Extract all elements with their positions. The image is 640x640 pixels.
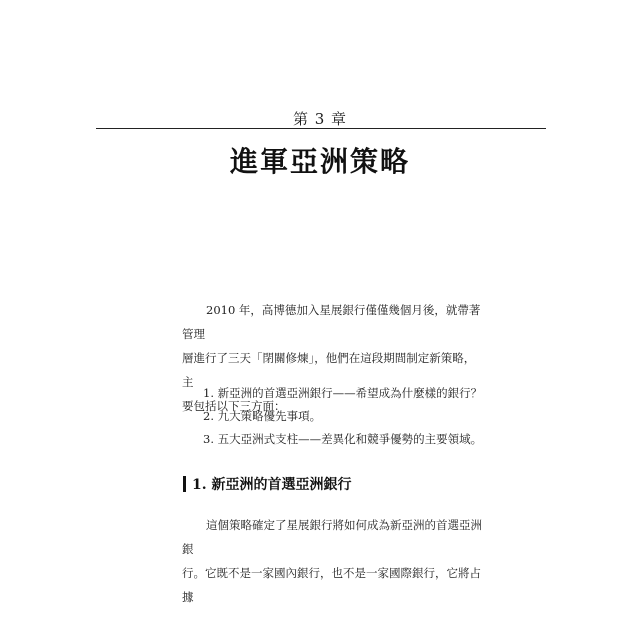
chapter-label: 第 3 章 (292, 110, 348, 128)
list-item: 2. 九大策略優先事項。 (203, 409, 322, 423)
intro-line: 層進行了三天「閉關修煉」，他們在這段期間制定新策略，主 (182, 351, 476, 389)
section-heading (183, 474, 352, 494)
chapter-title: 進軍亞洲策略 (229, 145, 410, 178)
list-item: 1. 新亞洲的首選亞洲銀行——希望成為什麼樣的銀行？ (203, 386, 483, 400)
strategy-list (203, 382, 482, 451)
section-marker-bar (183, 476, 186, 492)
chapter-divider (96, 128, 546, 129)
intro-line: 要包括以下三方面： (182, 399, 286, 413)
list-item: 3. 五大亞洲式支柱——差異化和競爭優勢的主要領域。 (203, 432, 483, 446)
section-line: 行。它既不是一家國內銀行，也不是一家國際銀行，它將占據 (182, 566, 481, 604)
section-line: 這個策略確定了星展銀行將如何成為新亞洲的首選亞洲銀 (182, 518, 482, 556)
section-heading-text: 1. 新亞洲的首選亞洲銀行 (192, 477, 352, 493)
intro-line: 2010 年，高博德加入星展銀行僅僅幾個月後，就帶著管理 (182, 303, 481, 341)
section-paragraph (182, 513, 482, 609)
